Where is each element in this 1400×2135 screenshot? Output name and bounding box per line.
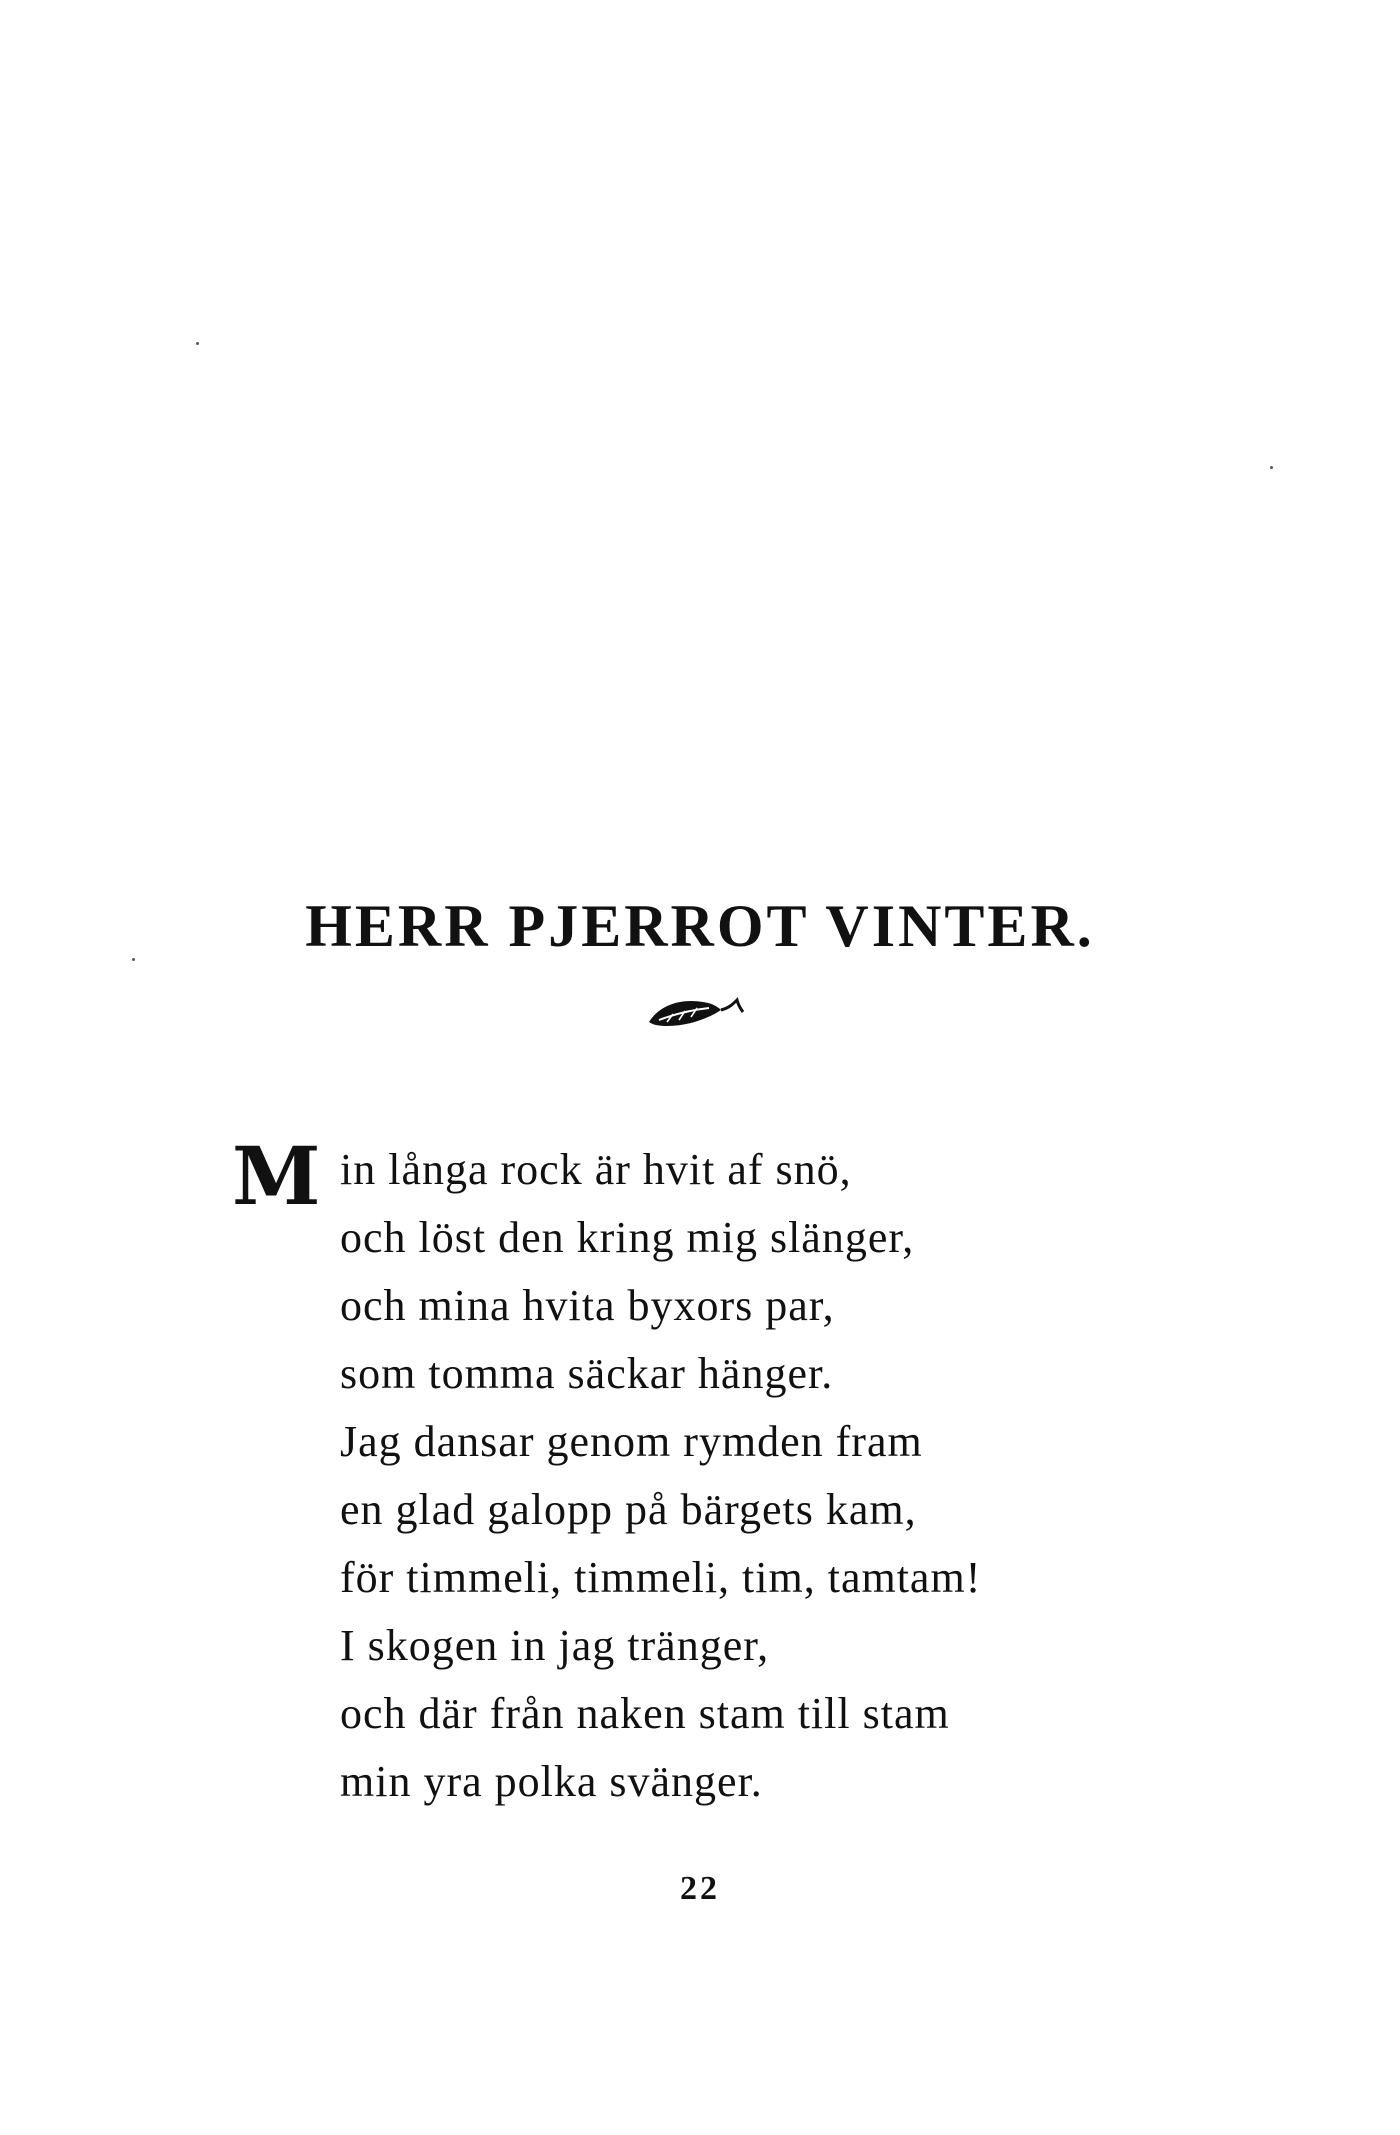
- poem-line: och mina hvita byxors par,: [340, 1281, 835, 1330]
- poem-line: som tomma säckar hänger.: [340, 1349, 834, 1398]
- poem-title: HERR PJERROT VINTER.: [305, 893, 1095, 959]
- poem-line: och löst den kring mig slänger,: [340, 1213, 915, 1262]
- poem-line: Jag dansar genom rymden fram: [340, 1417, 923, 1466]
- poem-line: min yra polka svänger.: [340, 1757, 763, 1806]
- leaf-ornament-icon: [645, 992, 745, 1032]
- poem-line: I skogen in jag tränger,: [340, 1621, 770, 1670]
- poem-line: en glad galopp på bärgets kam,: [340, 1485, 917, 1534]
- print-speck: [1270, 466, 1273, 469]
- drop-cap: M: [232, 1129, 322, 1223]
- poem-line: [232, 1129, 1340, 1223]
- poem-line-text: in långa rock är hvit af snö,: [340, 1145, 852, 1194]
- poem-stanza: [232, 1129, 1340, 1816]
- page-number: 22: [680, 1870, 720, 1907]
- poem-line: och där från naken stam till stam: [340, 1689, 950, 1738]
- print-speck: [196, 342, 199, 345]
- poem-line: för timmeli, timmeli, tim, tamtam!: [340, 1553, 982, 1602]
